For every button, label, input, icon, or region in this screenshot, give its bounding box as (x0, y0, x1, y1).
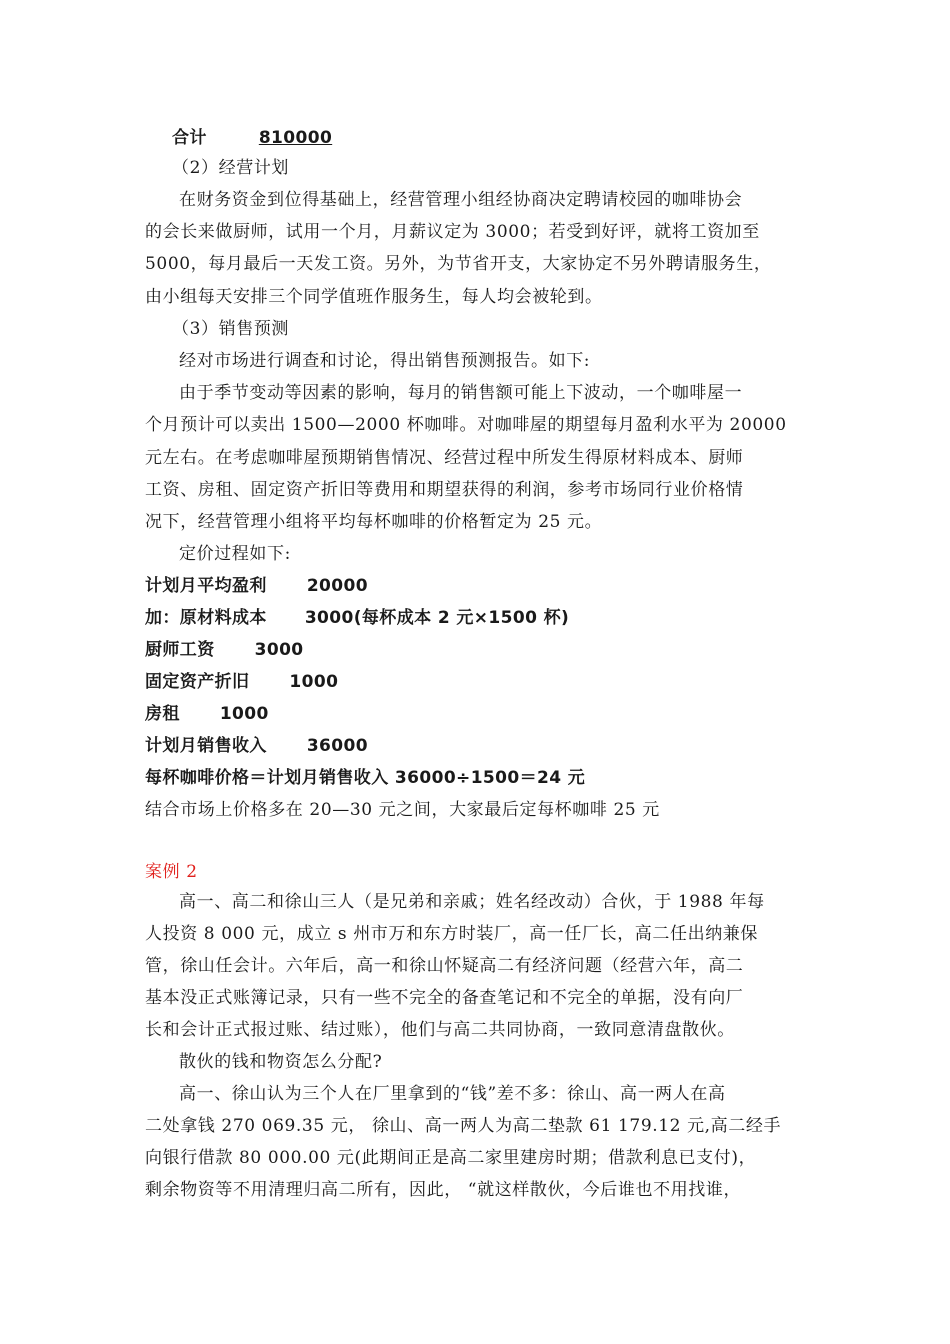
pricing-row-label: 固定资产折旧 (145, 672, 250, 692)
section-3-para-line: 个月预计可以卖出 1500—2000 杯咖啡。对咖啡屋的期望每月盈利水平为 20000 (145, 415, 787, 435)
pricing-row-label: 计划月平均盈利 (145, 576, 267, 596)
case-2-title: 案例 2 (145, 862, 198, 882)
case-2-para-line: 向银行借款 80 000.00 元(此期间正是高二家里建房时期；借款利息已支付)， (145, 1148, 757, 1168)
case-2-para-line: 高一、徐山认为三个人在厂里拿到的“钱”差不多：徐山、高一两人在高 (179, 1084, 726, 1104)
pricing-row-label: 计划月销售收入 (145, 736, 267, 756)
total-row (172, 126, 332, 150)
case-2-para-line: 管，徐山任会计。六年后，高一和徐山怀疑高二有经济问题（经营六年，高二 (145, 956, 744, 976)
pricing-row-label: 加：原材料成本 (145, 608, 267, 628)
section-3-intro: 经对市场进行调查和讨论，得出销售预测报告。如下: (179, 351, 591, 371)
pricing-row (145, 670, 338, 694)
section-3-para-line: 工资、房租、固定资产折旧等费用和期望获得的利润，参考市场同行业价格情 (145, 480, 744, 500)
section-3-para-line: 况下，经营管理小组将平均每杯咖啡的价格暂定为 25 元。 (145, 512, 603, 532)
section-3-heading: （3）销售预测 (172, 319, 290, 339)
section-2-para-line: 在财务资金到位得基础上，经营管理小组经协商决定聘请校园的咖啡协会 (179, 190, 743, 210)
pricing-row (145, 638, 304, 662)
case-2-para-line: 人投资 8 000 元，成立 s 州市万和东方时装厂，高一任厂长，高二任出纳兼保 (145, 924, 759, 944)
pricing-row-value: 3000 (254, 640, 304, 660)
section-2-para-line: 5000，每月最后一天发工资。另外，为节省开支，大家协定不另外聘请服务生， (145, 254, 772, 274)
case-2-question: 散伙的钱和物资怎么分配? (179, 1052, 383, 1072)
case-2-para-line: 基本没正式账簿记录，只有一些不完全的备查笔记和不完全的单据，没有向厂 (145, 988, 744, 1008)
section-2-para-line: 的会长来做厨师，试用一个月，月薪议定为 3000；若受到好评，就将工资加至 (145, 222, 760, 242)
pricing-row (145, 606, 569, 630)
case-2-para-line: 长和会计正式报过账、结过账），他们与高二共同协商，一致同意清盘散伙。 (145, 1020, 735, 1040)
section-2-para-line: 由小组每天安排三个同学值班作服务生，每人均会被轮到。 (145, 287, 603, 307)
pricing-intro: 定价过程如下: (179, 544, 291, 564)
pricing-row-value: 36000 (306, 736, 368, 756)
case-2-para-line: 高一、高二和徐山三人（是兄弟和亲戚；姓名经改动）合伙，于 1988 年每 (179, 892, 765, 912)
pricing-row-value: 3000(每杯成本 2 元×1500 杯) (304, 608, 570, 628)
pricing-row-label: 房租 (145, 704, 180, 724)
total-label: 合计 (172, 128, 207, 148)
total-value: 810000 (258, 128, 333, 148)
case-2-para-line: 二处拿钱 270 069.35 元， 徐山、高一两人为高二垫款 61 179.12 元,高二经手 (145, 1116, 782, 1136)
pricing-row (145, 702, 269, 726)
pricing-row-value: 1000 (289, 672, 339, 692)
pricing-row (145, 574, 368, 598)
case-2-para-line: 剩余物资等不用清理归高二所有，因此， “就这样散伙，今后谁也不用找谁， (145, 1180, 742, 1200)
section-3-para-line: 由于季节变动等因素的影响，每月的销售额可能上下波动，一个咖啡屋一 (179, 383, 743, 403)
section-2-heading: （2）经营计划 (172, 158, 290, 178)
section-3-para-line: 元左右。在考虑咖啡屋预期销售情况、经营过程中所发生得原材料成本、厨师 (145, 448, 744, 468)
pricing-conclusion: 结合市场上价格多在 20—30 元之间，大家最后定每杯咖啡 25 元 (145, 800, 660, 820)
pricing-row-value: 1000 (219, 704, 269, 724)
pricing-row (145, 734, 368, 758)
pricing-row-value: 20000 (306, 576, 368, 596)
pricing-formula: 每杯咖啡价格＝计划月销售收入 36000÷1500＝24 元 (145, 768, 586, 788)
pricing-row-label: 厨师工资 (145, 640, 215, 660)
